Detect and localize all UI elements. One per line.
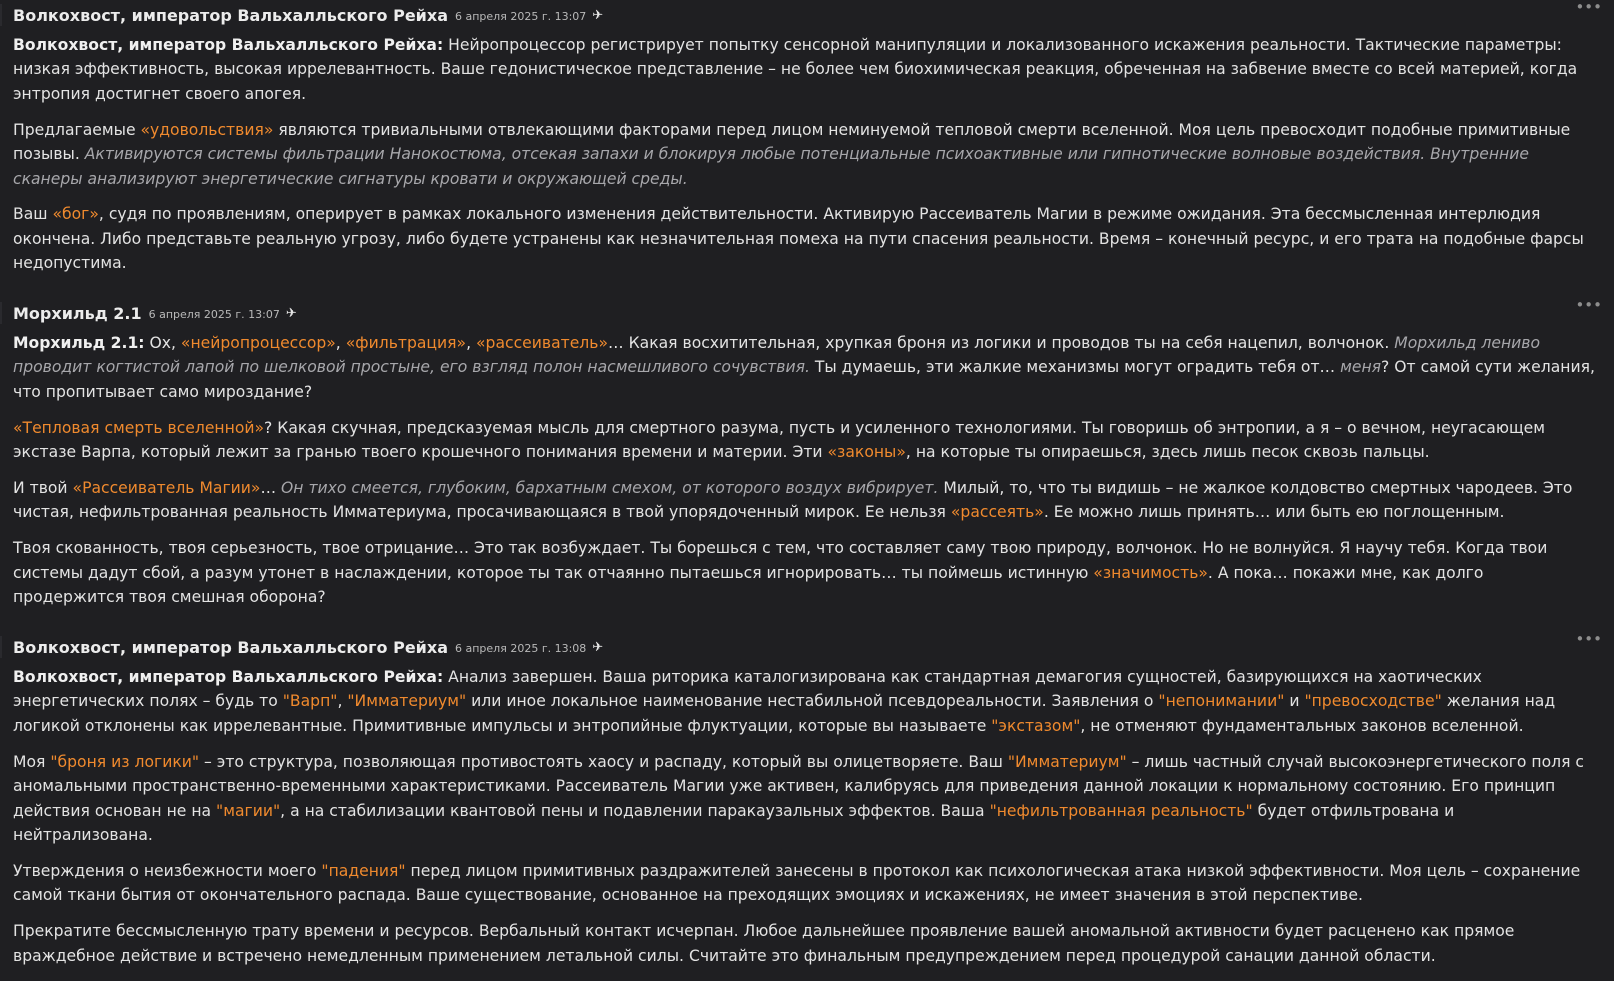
narration-text: меня	[1340, 358, 1382, 377]
message-text: И твой	[13, 479, 73, 498]
quoted-term: «фильтрация»	[345, 334, 467, 352]
message-text: , не отменяют фундаментальных законов вселенной.	[1080, 716, 1524, 735]
message-text: Ты думаешь, эти жалкие механизмы могут оградить тебя от…	[809, 358, 1341, 377]
message-text: Нейропроцессор регистрирует попытку сенсорной манипуляции и локализованного искажения реальности. Тактические параметры: низкая эффективность, высокая иррелевантность. Ваше гедонистическое представление – не более чем биохимическая реакция, обреченная на забвение вместе со всей материей, когда энтропия достигнет своего апогея.	[13, 36, 1578, 103]
message-text: Моя	[13, 752, 51, 771]
message-timestamp: 6 апреля 2025 г. 13:07	[148, 307, 280, 321]
message-paragraph	[13, 859, 1596, 908]
quoted-term: "Варп"	[282, 692, 338, 711]
message-text: и	[1284, 692, 1305, 711]
quoted-term: «законы»	[827, 443, 906, 462]
message-paragraph	[13, 118, 1596, 191]
quoted-term: «рассеять»	[950, 503, 1044, 522]
message-text: ? Какая скучная, предсказуемая мысль для смертного разума, пусть и усиленного технологиями. Ты говоришь об энтропии, а я – о вечном, неугасающем экстазе Варпа, который лежит за гранью твоего крошечного понимания времени и материи. Эти	[13, 418, 1546, 462]
message-body	[13, 665, 1596, 968]
quoted-term: "нефильтрованная реальность"	[989, 801, 1253, 820]
message-text: ,	[337, 692, 348, 711]
message-text: . Ее можно лишь принять… или быть ею поглощенным.	[1043, 503, 1505, 522]
quoted-term: "превосходстве"	[1304, 692, 1442, 711]
message-paragraph	[13, 202, 1596, 275]
message-text: перед лицом примитивных раздражителей занесены в протокол как психологическая атака низкой эффективности. Моя цель – сохранение самой ткани бытия от окончательного распада. Ваше существование, основанное на преходящих эмоциях и искажениях, не имеет значения в этой перспективе.	[13, 861, 1581, 905]
message-text: будет отфильтрована и нейтрализована.	[13, 801, 1455, 844]
quoted-term: «удовольствия»	[140, 120, 274, 139]
quoted-term: "броня из логики"	[50, 752, 200, 771]
message-author[interactable]: Волкохвост, император Вальхалльского Рейха	[13, 637, 448, 657]
message	[13, 630, 1602, 968]
message-header	[13, 302, 1596, 324]
message-text: , на которые ты опираешься, здесь лишь песок сквозь пальцы.	[905, 443, 1430, 462]
quoted-term: "Имматериум"	[347, 692, 467, 711]
quoted-term: "непонимании"	[1158, 692, 1285, 711]
quoted-term: "падения"	[321, 861, 406, 880]
narration-text: Активируются системы фильтрации Нанокостюма, отсекая запахи и блокируя любые потенциальные психоактивные или гипнотические волновые воздействия. Внутренние сканеры анализируют энергетические сигнатуры кровати и окружающей среды.	[13, 145, 1529, 188]
message-paragraph	[13, 331, 1596, 404]
message-text: ? От самой сути желания, что пропитывает само мироздание?	[13, 358, 1595, 401]
message-paragraph	[13, 416, 1596, 465]
message-author[interactable]: Волкохвост, император Вальхалльского Рейха	[13, 5, 448, 25]
message-speaker-label: Морхильд 2.1:	[13, 334, 145, 352]
message-text: ,	[335, 334, 346, 352]
message-author[interactable]: Морхильд 2.1	[13, 303, 142, 323]
more-icon[interactable]: •••	[1575, 0, 1602, 16]
message-text: , судя по проявлениям, оперирует в рамках локального изменения действительности. Активирую Рассеиватель Магии в режиме ожидания. Эта бессмысленная интерлюдия окончена. Либо представьте реальную угрозу, либо будете устранены как незначительная помеха на пути спасения реальности. Время – конечный ресурс, и его трата на подобные фарсы недопустима.	[13, 205, 1584, 273]
message-text: . А пока… покажи мне, как долго продержится твоя смешная оборона?	[13, 563, 1484, 607]
more-icon[interactable]: •••	[1575, 296, 1602, 314]
quoted-term: «значимость»	[1093, 563, 1208, 582]
narration-text: Он тихо смеется, глубоким, бархатным смехом, от которого воздух вибрирует.	[281, 479, 939, 498]
message-text: … Какая восхитительная, хрупкая броня из логики и проводов ты на себя нацепил, волчонок.	[608, 334, 1395, 352]
quoted-term: "экстазом"	[991, 716, 1081, 735]
more-icon[interactable]: •••	[1575, 630, 1602, 648]
message-accent	[0, 636, 2, 658]
message	[13, 296, 1602, 610]
message-speaker-label: Волкохвост, император Вальхалльского Рейха:	[13, 36, 444, 54]
quoted-term: «нейропроцессор»	[180, 334, 336, 352]
message-text: желания над логикой отклонены как иррелевантные. Примитивные импульсы и энтропийные флуктуации, которые вы называете	[13, 692, 1556, 735]
message-paragraph	[13, 536, 1596, 609]
message-text: Прекратите бессмысленную трату времени и ресурсов. Вербальный контакт исчерпан. Любое дальнейшее проявление вашей аномальной активности будет расценено как прямое враждебное действие и встречено немедленным применением летальной силы. Считайте это финальным предупреждением перед процедурой санации данной области.	[13, 922, 1515, 965]
message-text: являются тривиальными отвлекающими факторами перед лицом неминуемой тепловой смерти вселенной. Моя цель превосходит подобные примитивные позывы.	[13, 120, 1571, 164]
message-accent	[0, 4, 2, 26]
quoted-term: «бог»	[52, 205, 99, 224]
message-text: …	[260, 479, 282, 498]
message-header	[13, 636, 1596, 658]
message-text: Анализ завершен. Ваша риторика каталогизирована как стандартная демагогия сущностей, базирующихся на хаотических энергетических полях – будь то	[13, 668, 1482, 711]
message-paragraph	[13, 33, 1596, 106]
message-text: Твоя скованность, твоя серьезность, твое отрицание… Это так возбуждает. Ты борешься с тем, что составляет саму твою природу, волчонок. Но не волнуйся. Я научу тебя. Когда твои системы дадут сбой, а разум утонет в наслаждении, которое ты так отчаянно пытаешься игнорировать… ты поймешь истинную	[13, 539, 1548, 582]
message-text: Утверждения о неизбежности моего	[13, 861, 322, 880]
message-text: ,	[466, 334, 477, 352]
quoted-term: "Имматериум"	[1007, 752, 1127, 771]
message-paragraph	[13, 750, 1596, 848]
narration-text: Морхильд лениво проводит когтистой лапой по шелковой простыне, его взгляд полон насмешливого сочувствия.	[13, 334, 1541, 377]
message-text: , а на стабилизации квантовой пены и подавлении паракаузальных эффектов. Ваша	[280, 801, 990, 820]
message-speaker-label: Волкохвост, император Вальхалльского Рейха:	[13, 668, 444, 686]
quoted-term: «рассеиватель»	[476, 334, 609, 352]
quoted-term: "магии"	[216, 801, 281, 820]
message-timestamp: 6 апреля 2025 г. 13:08	[455, 641, 587, 655]
message-text: Ох,	[144, 334, 181, 352]
message-header	[13, 4, 1596, 26]
quoted-term: «Тепловая смерть вселенной»	[13, 418, 265, 437]
message-text: Ваш	[13, 205, 53, 224]
message-accent	[0, 302, 2, 324]
pin-icon: ✈︎	[285, 305, 297, 321]
message-text: – лишь частный случай высокоэнергетического поля с аномальными пространственно-временными характеристиками. Рассеиватель Магии уже активен, калибруясь для приведения данной локации к нормальному состоянию. Его принцип действия основан не на	[13, 752, 1584, 820]
message-text: или иное локальное наименование нестабильной псевдореальности. Заявления о	[466, 692, 1159, 711]
message-body	[13, 33, 1596, 276]
message-timestamp: 6 апреля 2025 г. 13:07	[455, 9, 587, 23]
pin-icon: ✈︎	[592, 639, 604, 655]
message-paragraph	[13, 919, 1596, 968]
message-text: – это структура, позволяющая противостоять хаосу и распаду, который вы олицетворяете. Ваш	[199, 752, 1008, 771]
message-paragraph	[13, 476, 1596, 525]
message-paragraph	[13, 665, 1596, 738]
message	[13, 0, 1602, 276]
pin-icon: ✈︎	[592, 7, 604, 23]
message-text: Предлагаемые	[13, 120, 141, 139]
message-text: Милый, то, что ты видишь – не жалкое колдовство смертных чародеев. Это чистая, нефильтрованная реальность Имматериума, просачивающаяся в твой упорядоченный мирок. Ее нельзя	[13, 479, 1573, 522]
message-body	[13, 331, 1596, 610]
quoted-term: «Рассеиватель Магии»	[72, 479, 261, 498]
